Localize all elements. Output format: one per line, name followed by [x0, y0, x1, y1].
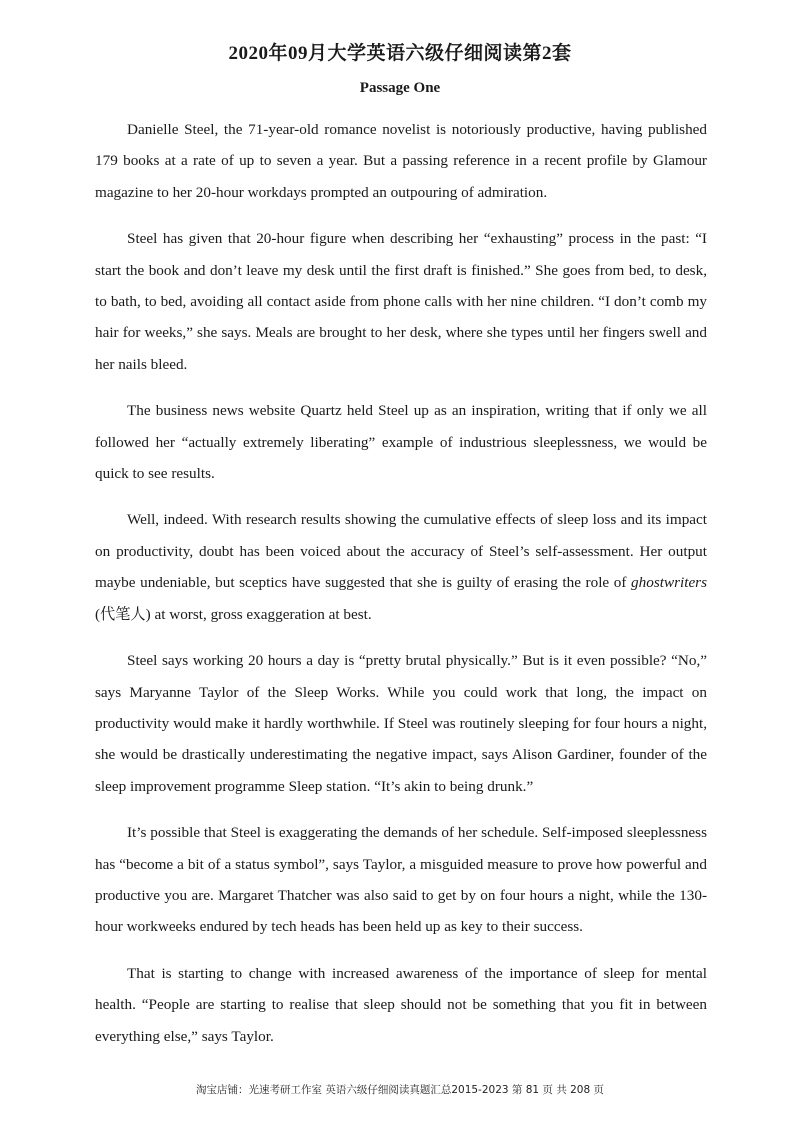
paragraph-6: It’s possible that Steel is exaggerating the demands of her schedule. Self-imposed sleeplessness has “become a bit of a status symbol”, says Taylor, a misguided measure to prove how powerful and productive you are. Margaret Thatcher was also said to get by on four hours a night, while the 130-hour workweeks endured by tech heads has been held up as key to their success.: [95, 824, 707, 936]
paragraph-4: [95, 504, 707, 630]
paragraph-2: Steel has given that 20-hour figure when describing her “exhausting” process in the past: “I start the book and don’t leave my desk until the first draft is finished.” She goes from bed, to desk, to bath, to bed, avoiding all contact aside from phone calls with her nine children. “I don’t comb my hair for weeks,” she says. Meals are brought to her desk, where she types until her fingers swell and her nails bleed.: [95, 230, 707, 373]
document-title: 2020年09月大学英语六级仔细阅读第2套: [228, 43, 572, 64]
passage-body: [95, 114, 707, 1067]
paragraph-7: That is starting to change with increased awareness of the importance of sleep for mental health. “People are starting to realise that sleep should not be something that you fit in between everything else,” says Taylor.: [95, 964, 707, 1045]
passage-title: Passage One: [359, 80, 441, 96]
paragraph-4-text-start: Well, indeed. With research results showing the cumulative effects of sleep loss and its impact on productivity, doubt has been voiced about the accuracy of Steel’s self-assessment. Her output maybe undeniable, but sceptics have suggested that she is guilty of erasing the role of: [95, 511, 707, 592]
paragraph-1: Danielle Steel, the 71-year-old romance novelist is notoriously productive, having published 179 books at a rate of up to seven a year. But a passing reference in a recent profile by Glamour magazine to her 20-hour workdays prompted an outpouring of admiration.: [95, 121, 707, 201]
ghostwriters-term: ghostwriters: [631, 574, 707, 592]
paragraph-3: The business news website Quartz held Steel up as an inspiration, writing that if only we all followed her “actually extremely liberating” example of industrious sleeplessness, we would be quick to see results.: [95, 402, 707, 483]
paragraph-5: Steel says working 20 hours a day is “pretty brutal physically.” But is it even possible? “No,” says Maryanne Taylor of the Sleep Works. While you could work that long, the impact on productivity would make it hardly worthwhile. If Steel was routinely sleeping for four hours a night, she would be drastically underestimating the negative impact, says Alison Gardiner, founder of the sleep improvement programme Sleep station. “It’s akin to being drunk.”: [95, 652, 707, 795]
paragraph-4-text-end: (代笔人) at worst, gross exaggeration at best.: [95, 605, 372, 623]
page-footer: 淘宝店铺：光速考研工作室 英语六级仔细阅读真题汇总2015-2023 第 81 页 共 208 页: [196, 1084, 604, 1096]
